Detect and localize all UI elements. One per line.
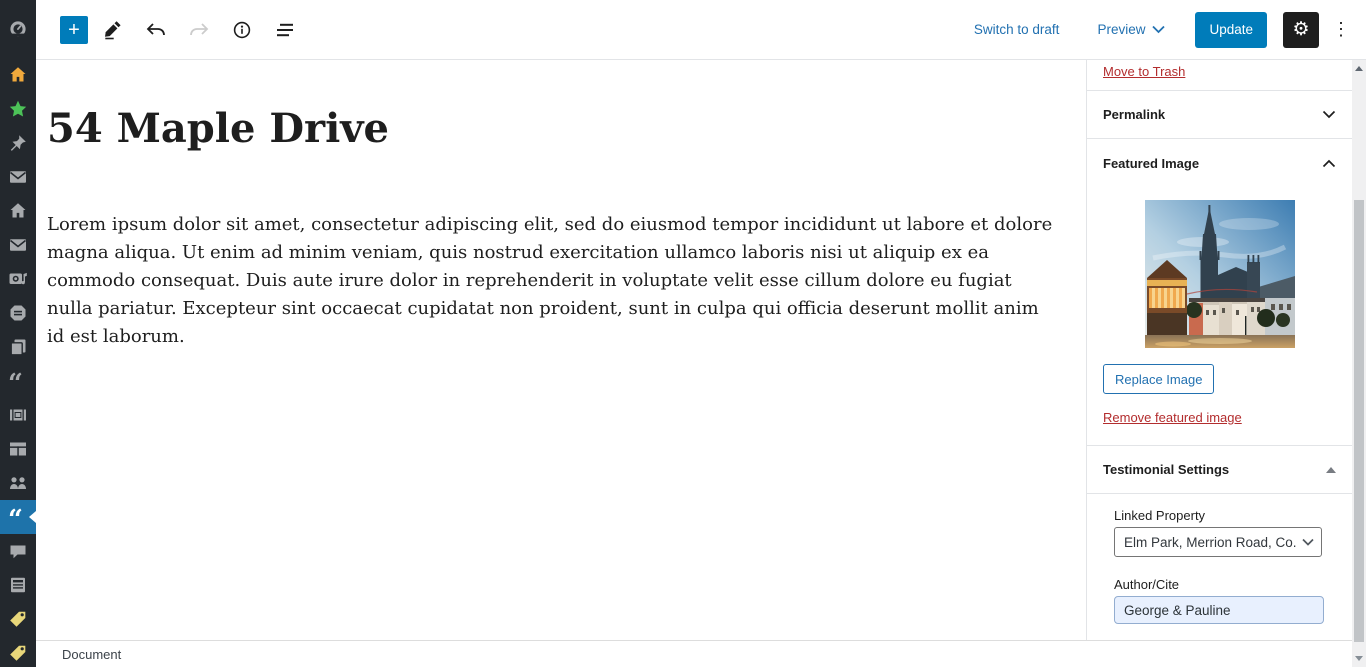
featured-image-wrap (1087, 187, 1352, 348)
wp-admin-sidebar (0, 0, 36, 667)
slides-icon (8, 405, 28, 425)
add-block-button[interactable]: + (60, 16, 88, 44)
featured-image-section (1087, 139, 1352, 446)
sidebar-item-pin[interactable] (0, 126, 36, 160)
post-paragraph[interactable]: Lorem ipsum dolor sit amet, consectetur adipiscing elit, sed do eiusmod tempor incididunt ut labore et dolore magna aliqua. Ut enim ad minim veniam, quis nostrud exercitation ullamco laboris nisi ut aliquip ex ea commodo consequat. Duis aute irure dolor in reprehenderit in voluptate velit esse cillum dolore eu fugiat nulla pariatur. Excepteur sint occaecat cupidatat non proident, sunt in culpa qui officia deserunt mollit anim id est laborum. (47, 214, 1053, 347)
tag-icon (8, 643, 28, 663)
sidebar-item-quote[interactable] (0, 364, 36, 398)
table-icon (8, 439, 28, 459)
chevron-down-icon (1322, 110, 1336, 119)
sidebar-item-pages[interactable] (0, 330, 36, 364)
update-button[interactable]: Update (1195, 12, 1267, 48)
pencil-icon (103, 19, 123, 41)
svg-text:“: “ (8, 507, 23, 527)
badge-icon (8, 303, 28, 323)
testimonial-settings-toggle[interactable] (1087, 446, 1352, 494)
sidebar-item-quote-active[interactable] (0, 500, 36, 534)
sidebar-item-comment[interactable] (0, 534, 36, 568)
featured-image-panel-toggle[interactable] (1087, 139, 1352, 187)
envelope-icon (8, 167, 28, 187)
quote-icon-active (8, 507, 28, 527)
sidebar-item-media[interactable] (0, 262, 36, 296)
editor-header (36, 0, 1366, 60)
linked-property-select[interactable] (1114, 527, 1322, 557)
testimonial-settings-body (1087, 494, 1352, 624)
dashboard-menu-item[interactable] (0, 0, 36, 58)
scrollbar-up-arrow-icon[interactable] (1355, 66, 1363, 71)
list-view-icon (275, 20, 295, 40)
sidebar-item-badge[interactable] (0, 296, 36, 330)
more-options-button[interactable] (1332, 19, 1350, 40)
gear-icon: ⚙ (1292, 18, 1310, 40)
replace-image-button[interactable]: Replace Image (1103, 364, 1214, 394)
sidebar-item-groups[interactable] (0, 466, 36, 500)
envelope-icon (8, 235, 28, 255)
tools-button[interactable] (95, 12, 131, 48)
undo-icon (145, 21, 167, 39)
ellipsis-vertical-icon: ⋮ (1332, 19, 1350, 39)
replace-image-row (1087, 348, 1352, 394)
testimonial-settings-title: Testimonial Settings (1103, 462, 1230, 477)
remove-image-row (1087, 394, 1352, 427)
list-view-button[interactable] (267, 12, 303, 48)
featured-image-cathedral-photo[interactable] (1145, 200, 1295, 348)
chevron-down-icon (1152, 25, 1165, 34)
sidebar-item-form[interactable] (0, 568, 36, 602)
document-breadcrumb-bar (36, 640, 1352, 667)
trash-row (1087, 60, 1352, 91)
sidebar-item-slides[interactable] (0, 398, 36, 432)
scrollbar-thumb[interactable] (1354, 200, 1364, 642)
comment-icon (8, 541, 28, 561)
undo-button[interactable] (138, 12, 174, 48)
switch-to-draft-link[interactable]: Switch to draft (973, 22, 1060, 37)
post-title[interactable]: 54 Maple Drive (47, 105, 389, 152)
breadcrumb[interactable]: Document (62, 646, 122, 662)
linked-property-value: Elm Park, Merrion Road, Co. (1124, 534, 1297, 550)
sidebar-item-house[interactable] (0, 58, 36, 92)
window-scrollbar[interactable] (1352, 60, 1366, 667)
pages-icon (8, 337, 28, 357)
tag-icon (8, 609, 28, 629)
admin-menu-items (0, 58, 36, 667)
info-icon (232, 20, 252, 40)
scrollbar-down-arrow-icon[interactable] (1355, 656, 1363, 661)
form-icon (8, 575, 28, 595)
author-cite-label: Author/Cite (1114, 577, 1180, 592)
triangle-up-icon (1326, 467, 1336, 473)
chevron-up-icon (1322, 159, 1336, 168)
remove-featured-image-link[interactable]: Remove featured image (1103, 410, 1242, 425)
featured-image-panel-title: Featured Image (1103, 155, 1200, 171)
sidebar-item-tag-2[interactable] (0, 636, 36, 667)
house-icon (8, 201, 28, 221)
preview-dropdown[interactable] (1097, 22, 1165, 37)
redo-button[interactable] (181, 12, 217, 48)
settings-toggle-button[interactable] (1283, 12, 1319, 48)
sidebar-item-envelope[interactable] (0, 160, 36, 194)
redo-icon (188, 21, 210, 39)
sidebar-item-star[interactable] (0, 92, 36, 126)
move-to-trash-link[interactable]: Move to Trash (1103, 64, 1186, 79)
media-icon (8, 269, 28, 289)
svg-text:“: “ (8, 371, 23, 391)
sidebar-item-tag[interactable] (0, 602, 36, 636)
details-button[interactable] (224, 12, 260, 48)
sidebar-item-envelope-2[interactable] (0, 228, 36, 262)
sidebar-item-house-2[interactable] (0, 194, 36, 228)
permalink-panel-title: Permalink (1103, 107, 1166, 122)
author-cite-input[interactable] (1114, 596, 1324, 624)
house-icon (8, 65, 28, 85)
sidebar-item-table[interactable] (0, 432, 36, 466)
editor-actions (974, 12, 1366, 48)
chevron-down-icon (1302, 538, 1314, 546)
permalink-panel-toggle[interactable] (1087, 91, 1352, 139)
groups-icon (8, 473, 28, 493)
dashboard-icon (8, 19, 28, 39)
star-icon (8, 99, 28, 119)
pin-icon (8, 133, 28, 153)
preview-label: Preview (1097, 22, 1146, 37)
quote-icon (8, 371, 28, 391)
settings-sidebar (1086, 60, 1352, 640)
editor-tools (36, 12, 303, 48)
linked-property-label: Linked Property (1114, 508, 1206, 523)
post-canvas (36, 61, 1086, 640)
